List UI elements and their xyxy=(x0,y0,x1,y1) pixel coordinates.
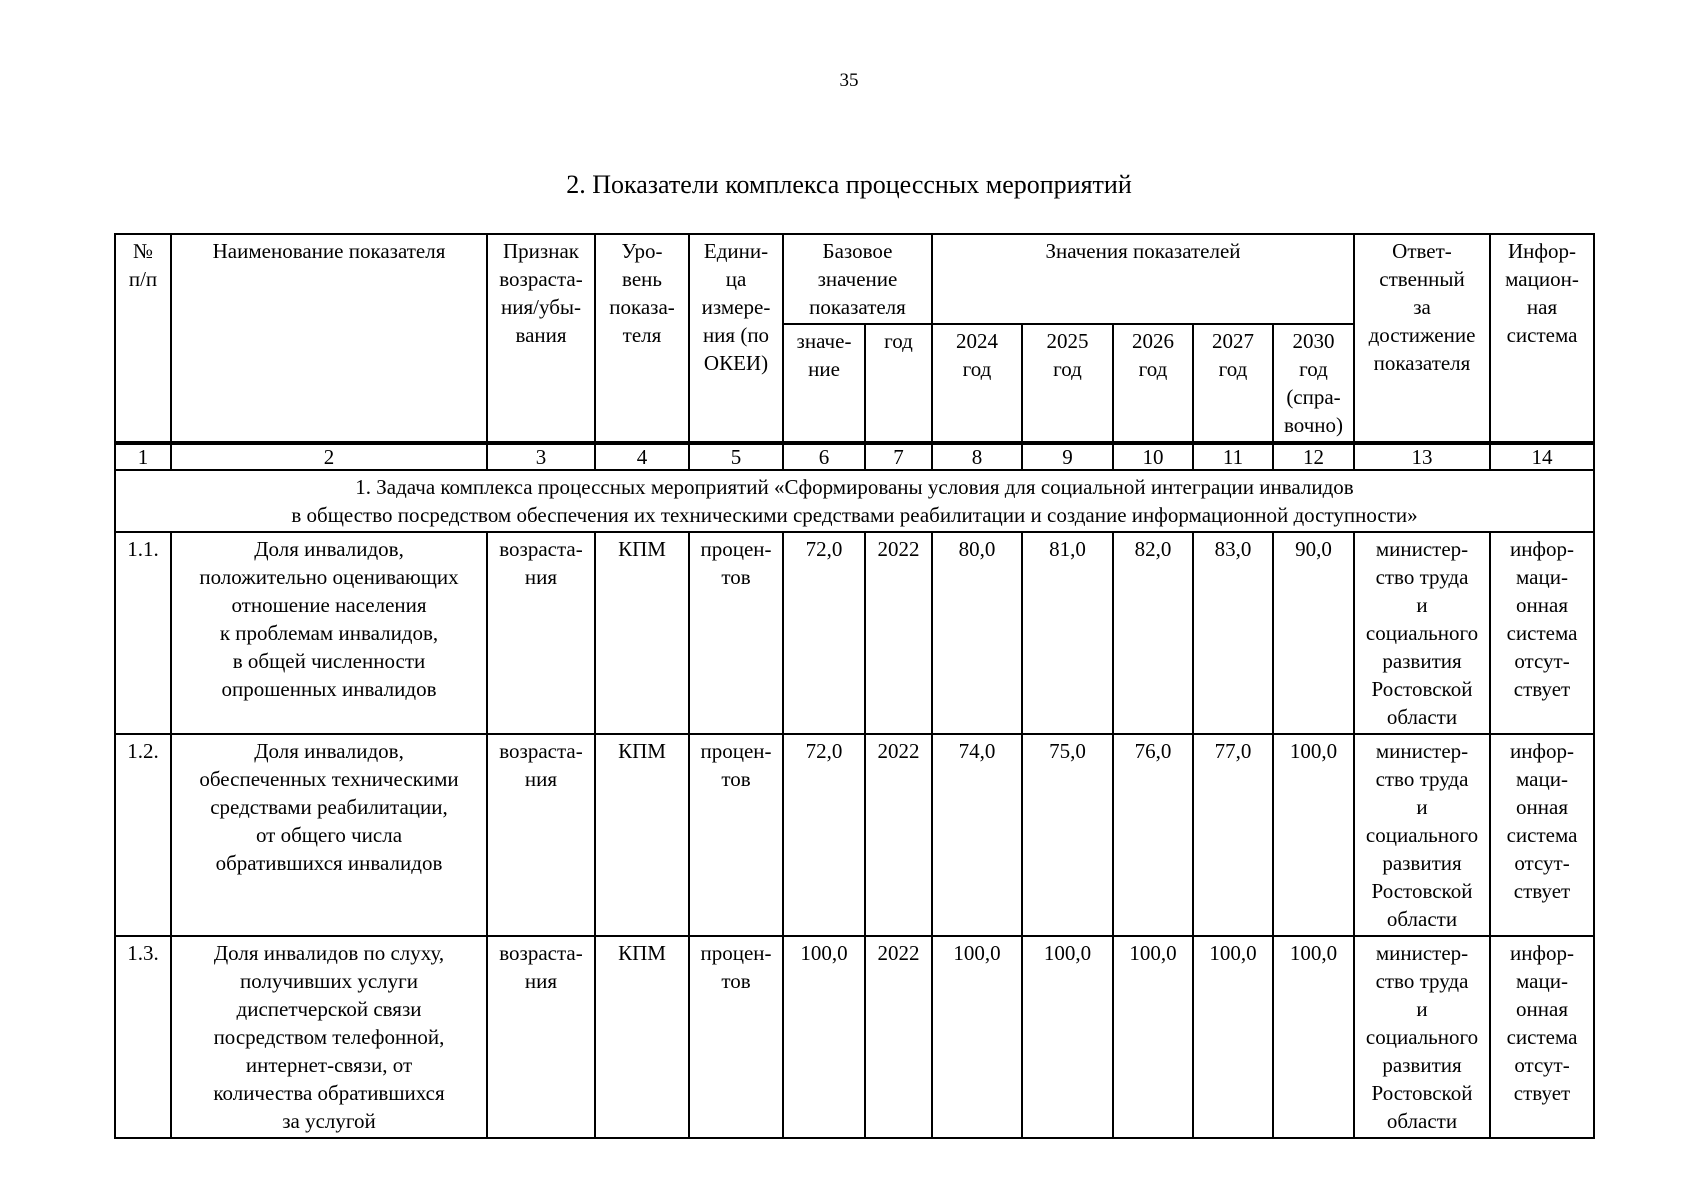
table-row xyxy=(115,734,1594,936)
base-value: 100,0 xyxy=(783,936,865,1138)
info-system: инфор- маци- онная система отсут- ствует xyxy=(1490,936,1594,1138)
value-2027: 100,0 xyxy=(1193,936,1273,1138)
column-number: 13 xyxy=(1354,443,1490,470)
column-number: 1 xyxy=(115,443,171,470)
header-responsible: Ответ- ственный за достижение показателя xyxy=(1354,234,1490,443)
column-number: 9 xyxy=(1022,443,1113,470)
value-2025: 100,0 xyxy=(1022,936,1113,1138)
value-2024: 74,0 xyxy=(932,734,1022,936)
header-year-2024: 2024 год xyxy=(932,324,1022,443)
value-2030: 100,0 xyxy=(1273,936,1354,1138)
column-number: 14 xyxy=(1490,443,1594,470)
responsible: министер- ство труда и социального развития Ростовской области xyxy=(1354,936,1490,1138)
section-title: 2. Показатели комплекса процессных мероприятий xyxy=(566,170,1132,199)
task-row: 1. Задача комплекса процессных мероприятий «Сформированы условия для социальной интеграции инвалидов в общество посредством обеспечения их техническими средствами реабилитации и создание информационной доступности» xyxy=(115,470,1594,532)
header-name: Наименование показателя xyxy=(171,234,487,443)
header-infosys: Инфор- мацион- ная система xyxy=(1490,234,1594,443)
indicator-sign: возраста- ния xyxy=(487,532,595,734)
header-year-2027: 2027 год xyxy=(1193,324,1273,443)
value-2024: 80,0 xyxy=(932,532,1022,734)
header-year-2030: 2030 год (спра- вочно) xyxy=(1273,324,1354,443)
column-number: 10 xyxy=(1113,443,1193,470)
header-level: Уро- вень показа- теля xyxy=(595,234,689,443)
value-2025: 81,0 xyxy=(1022,532,1113,734)
value-2027: 83,0 xyxy=(1193,532,1273,734)
value-2030: 100,0 xyxy=(1273,734,1354,936)
header-year-2025: 2025 год xyxy=(1022,324,1113,443)
indicator-sign: возраста- ния xyxy=(487,734,595,936)
row-num: 1.3. xyxy=(115,936,171,1138)
indicator-level: КПМ xyxy=(595,936,689,1138)
value-2026: 100,0 xyxy=(1113,936,1193,1138)
base-year: 2022 xyxy=(865,936,932,1138)
column-number: 2 xyxy=(171,443,487,470)
value-2026: 82,0 xyxy=(1113,532,1193,734)
indicators-table xyxy=(114,233,1595,1139)
base-value: 72,0 xyxy=(783,734,865,936)
indicator-level: КПМ xyxy=(595,734,689,936)
header-base: Базовое значение показателя xyxy=(783,234,932,324)
indicator-unit: процен- тов xyxy=(689,532,783,734)
page-number: 35 xyxy=(839,70,859,91)
value-2027: 77,0 xyxy=(1193,734,1273,936)
indicator-unit: процен- тов xyxy=(689,734,783,936)
row-num: 1.1. xyxy=(115,532,171,734)
base-year: 2022 xyxy=(865,734,932,936)
value-2025: 75,0 xyxy=(1022,734,1113,936)
header-values: Значения показателей xyxy=(932,234,1354,324)
table-row xyxy=(115,532,1594,734)
indicator-name: Доля инвалидов по слуху, получивших услуги диспетчерской связи посредством телефонной, интернет-связи, от количества обратившихся за услугой xyxy=(171,936,487,1138)
column-number: 6 xyxy=(783,443,865,470)
indicator-level: КПМ xyxy=(595,532,689,734)
base-year: 2022 xyxy=(865,532,932,734)
header-base-value: значе- ние xyxy=(783,324,865,443)
value-2024: 100,0 xyxy=(932,936,1022,1138)
indicator-name: Доля инвалидов, положительно оценивающих отношение населения к проблемам инвалидов, в общей численности опрошенных инвалидов xyxy=(171,532,487,734)
info-system: инфор- маци- онная система отсут- ствует xyxy=(1490,734,1594,936)
base-value: 72,0 xyxy=(783,532,865,734)
responsible: министер- ство труда и социального развития Ростовской области xyxy=(1354,532,1490,734)
table-row xyxy=(115,936,1594,1138)
indicator-sign: возраста- ния xyxy=(487,936,595,1138)
column-number: 4 xyxy=(595,443,689,470)
value-2030: 90,0 xyxy=(1273,532,1354,734)
column-number: 8 xyxy=(932,443,1022,470)
value-2026: 76,0 xyxy=(1113,734,1193,936)
header-year-2026: 2026 год xyxy=(1113,324,1193,443)
header-unit: Едини- ца измере- ния (по ОКЕИ) xyxy=(689,234,783,443)
column-number: 7 xyxy=(865,443,932,470)
column-number: 5 xyxy=(689,443,783,470)
info-system: инфор- маци- онная система отсут- ствует xyxy=(1490,532,1594,734)
indicator-name: Доля инвалидов, обеспеченных техническими средствами реабилитации, от общего числа обратившихся инвалидов xyxy=(171,734,487,936)
column-number: 11 xyxy=(1193,443,1273,470)
header-base-year: год xyxy=(865,324,932,443)
column-number-row xyxy=(115,443,1594,470)
indicator-unit: процен- тов xyxy=(689,936,783,1138)
responsible: министер- ство труда и социального развития Ростовской области xyxy=(1354,734,1490,936)
row-num: 1.2. xyxy=(115,734,171,936)
header-sign: Признак возраста- ния/убы- вания xyxy=(487,234,595,443)
column-number: 3 xyxy=(487,443,595,470)
header-num: № п/п xyxy=(115,234,171,443)
column-number: 12 xyxy=(1273,443,1354,470)
